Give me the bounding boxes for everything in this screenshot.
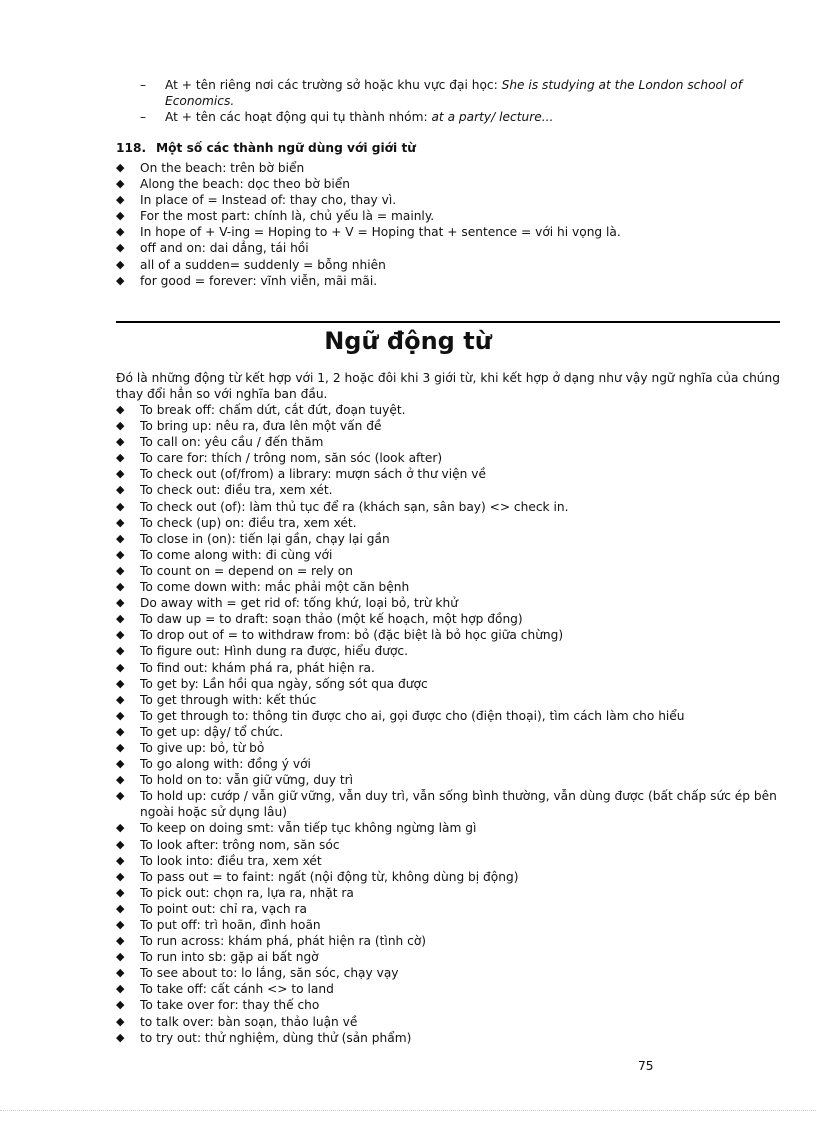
dash-example-cont: Economics. <box>165 94 235 108</box>
phrasal-verb-item-text: To get through with: kết thúc <box>140 692 317 707</box>
phrasal-verb-item <box>116 434 780 450</box>
diamond-bullet-icon: ◆ <box>116 966 125 980</box>
dash-example: She is studying at the London school of <box>501 78 743 92</box>
idiom-item-text: For the most part: chính là, chủ yếu là = mainly. <box>140 209 435 224</box>
phrasal-verb-item-text: To run into sb: gặp ai bất ngờ <box>140 950 319 965</box>
phrasal-verb-item-text: To care for: thích / trông nom, săn sóc (look after) <box>140 451 443 466</box>
diamond-bullet-icon: ◆ <box>116 853 125 867</box>
diamond-bullet-icon: ◆ <box>116 628 125 642</box>
phrasal-verb-item <box>116 740 780 756</box>
phrasal-verb-item-text: To keep on doing smt: vẫn tiếp tục không ngừng làm gì <box>140 821 477 836</box>
phrasal-verb-item <box>116 1030 780 1046</box>
phrasal-verb-item <box>116 933 780 949</box>
section-divider <box>116 321 780 323</box>
phrasal-verb-item-text: To give up: bỏ, từ bỏ <box>140 740 265 755</box>
idiom-item <box>116 224 780 240</box>
diamond-bullet-icon: ◆ <box>116 998 125 1012</box>
phrasal-verb-item <box>116 981 780 997</box>
phrasal-verb-item <box>116 949 780 965</box>
idiom-item <box>116 257 780 273</box>
phrasal-verb-item <box>116 885 780 901</box>
diamond-bullet-icon: ◆ <box>116 161 125 174</box>
phrasal-verb-item-text: To take over for: thay thế cho <box>140 998 320 1013</box>
phrasal-verb-item-text: Do away with = get rid of: tống khứ, loại bỏ, trừ khử <box>140 596 458 611</box>
phrasal-verb-item-text: To hold on to: vẫn giữ vững, duy trì <box>140 773 354 788</box>
diamond-bullet-icon: ◆ <box>116 660 125 674</box>
phrasal-verb-item-text: To break off: chấm dứt, cắt đứt, đoạn tuyệt. <box>140 403 406 417</box>
dash-item <box>140 109 780 125</box>
diamond-bullet-icon: ◆ <box>116 177 125 191</box>
idiom-item-text: In place of = Instead of: thay cho, thay vì. <box>140 193 397 208</box>
dash-item <box>140 77 780 109</box>
phrasal-verb-item-text: to talk over: bàn soạn, thảo luận về <box>140 1014 358 1029</box>
diamond-bullet-icon: ◆ <box>116 740 125 754</box>
diamond-bullet-icon: ◆ <box>116 563 125 577</box>
phrasal-verb-item-text: To close in (on): tiến lại gần, chạy lại gần <box>140 531 390 546</box>
diamond-bullet-icon: ◆ <box>116 209 125 223</box>
phrasal-verb-item <box>116 611 780 627</box>
phrasal-verb-item-text: To take off: cất cánh <> to land <box>140 982 334 997</box>
chapter-title: Ngữ động từ <box>324 327 492 355</box>
section-number: 118. <box>116 141 147 155</box>
idiom-item-text: all of a sudden= suddenly = bỗng nhiên <box>140 257 386 272</box>
section-title: Một số các thành ngữ dùng với giới từ <box>156 141 416 155</box>
phrasal-verb-item-text: To daw up = to draft: soạn thảo (một kế hoạch, một hợp đồng) <box>140 612 523 627</box>
phrasal-verb-item-text: To get up: dậy/ tổ chức. <box>140 724 284 739</box>
diamond-bullet-icon: ◆ <box>116 692 125 706</box>
diamond-bullet-icon: ◆ <box>116 644 125 658</box>
diamond-bullet-icon: ◆ <box>116 789 125 803</box>
diamond-bullet-icon: ◆ <box>116 499 125 513</box>
diamond-bullet-icon: ◆ <box>116 982 125 996</box>
phrasal-verb-item-text: To point out: chỉ ra, vạch ra <box>140 901 307 916</box>
page-footer-rule <box>0 1110 816 1111</box>
diamond-bullet-icon: ◆ <box>116 757 125 771</box>
phrasal-verb-item <box>116 708 780 724</box>
phrasal-verb-item <box>116 595 780 611</box>
idiom-list <box>116 160 780 289</box>
phrasal-verb-item <box>116 499 780 515</box>
diamond-bullet-icon: ◆ <box>116 918 125 931</box>
phrasal-verb-item <box>116 402 780 418</box>
idiom-item <box>116 208 780 224</box>
diamond-bullet-icon: ◆ <box>116 1014 125 1028</box>
diamond-bullet-icon: ◆ <box>116 934 125 948</box>
diamond-bullet-icon: ◆ <box>116 950 125 964</box>
phrasal-verb-item <box>116 563 780 579</box>
phrasal-verb-item-text: To count on = depend on = rely on <box>140 563 353 578</box>
diamond-bullet-icon: ◆ <box>116 708 125 722</box>
diamond-bullet-icon: ◆ <box>116 773 125 787</box>
chapter-intro: Đó là những động từ kết hợp với 1, 2 hoặc đôi khi 3 giới từ, khi kết hợp ở dạng như vậy ngữ nghĩa của chúng thay đổi hẳn so với nghĩa ban đầu. <box>116 371 780 401</box>
phrasal-verb-item-text: To run across: khám phá, phát hiện ra (tình cờ) <box>140 934 427 949</box>
diamond-bullet-icon: ◆ <box>116 869 125 883</box>
phrasal-verb-item-text: To check out: điều tra, xem xét. <box>140 483 333 498</box>
diamond-bullet-icon: ◆ <box>116 225 125 239</box>
diamond-bullet-icon: ◆ <box>116 724 125 738</box>
phrasal-verb-item-text: To bring up: nêu ra, đưa lên một vấn đề <box>140 419 382 434</box>
idiom-item <box>116 240 780 256</box>
phrasal-verb-item-text: To check (up) on: điều tra, xem xét. <box>140 515 357 530</box>
diamond-bullet-icon: ◆ <box>116 403 125 416</box>
phrasal-verb-item <box>116 466 780 482</box>
phrasal-verb-item-text: To find out: khám phá ra, phát hiện ra. <box>140 660 375 675</box>
idiom-item <box>116 176 780 192</box>
dash-marker: – <box>140 110 147 124</box>
phrasal-verb-item <box>116 772 780 788</box>
diamond-bullet-icon: ◆ <box>116 837 125 851</box>
phrasal-verb-item <box>116 965 780 981</box>
diamond-bullet-icon: ◆ <box>116 515 125 529</box>
phrasal-verb-item-text: To get by: Lần hồi qua ngày, sống sót qua được <box>140 676 428 691</box>
phrasal-verb-item-text: To check out (of): làm thủ tục để ra (khách sạn, sân bay) <> check in. <box>140 499 569 514</box>
section-heading <box>116 140 416 156</box>
phrasal-verb-list <box>116 402 780 1046</box>
diamond-bullet-icon: ◆ <box>116 531 125 545</box>
phrasal-verb-item <box>116 901 780 917</box>
phrasal-verb-item <box>116 869 780 885</box>
phrasal-verb-item <box>116 917 780 933</box>
dash-marker: – <box>140 78 147 92</box>
diamond-bullet-icon: ◆ <box>116 273 125 287</box>
phrasal-verb-item <box>116 660 780 676</box>
diamond-bullet-icon: ◆ <box>116 193 125 207</box>
phrasal-verb-item-text: To come down with: mắc phải một căn bệnh <box>140 580 410 595</box>
dash-text: At + tên các hoạt động qui tụ thành nhóm: <box>165 110 432 124</box>
phrasal-verb-item-text: To see about to: lo lắng, săn sóc, chạy vạy <box>140 966 399 981</box>
phrasal-verb-item <box>116 450 780 466</box>
phrasal-verb-item-text: To call on: yêu cầu / đến thăm <box>140 435 324 450</box>
phrasal-verb-item <box>116 579 780 595</box>
phrasal-verb-item-text: To put off: trì hoãn, đình hoãn <box>140 918 321 932</box>
diamond-bullet-icon: ◆ <box>116 901 125 915</box>
phrasal-verb-item <box>116 692 780 708</box>
dash-text: At + tên riêng nơi các trường sở hoặc khu vực đại học: <box>165 78 502 92</box>
diamond-bullet-icon: ◆ <box>116 676 125 690</box>
phrasal-verb-item-text: To go along with: đồng ý với <box>140 757 311 772</box>
phrasal-verb-item <box>116 531 780 547</box>
phrasal-verb-item-text: To pick out: chọn ra, lựa ra, nhặt ra <box>140 885 354 900</box>
diamond-bullet-icon: ◆ <box>116 483 125 497</box>
phrasal-verb-item <box>116 997 780 1013</box>
phrasal-verb-item-text: To look after: trông nom, săn sóc <box>140 837 340 852</box>
phrasal-verb-item-text: To come along with: đi cùng với <box>140 547 333 562</box>
idiom-item-text: Along the beach: dọc theo bờ biển <box>140 177 351 192</box>
phrasal-verb-item <box>116 627 780 643</box>
diamond-bullet-icon: ◆ <box>116 612 125 626</box>
diamond-bullet-icon: ◆ <box>116 821 125 835</box>
phrasal-verb-item <box>116 724 780 740</box>
diamond-bullet-icon: ◆ <box>116 241 125 255</box>
phrasal-verb-item <box>116 837 780 853</box>
idiom-item-text: On the beach: trên bờ biển <box>140 161 305 175</box>
diamond-bullet-icon: ◆ <box>116 547 125 561</box>
diamond-bullet-icon: ◆ <box>116 1030 125 1044</box>
phrasal-verb-item <box>116 547 780 563</box>
idiom-item-text: for good = forever: vĩnh viễn, mãi mãi. <box>140 273 378 288</box>
idiom-item-text: In hope of + V-ing = Hoping to + V = Hoping that + sentence = với hi vọng là. <box>140 225 621 240</box>
phrasal-verb-item-text: To drop out of = to withdraw from: bỏ (đặc biệt là bỏ học giữa chừng) <box>140 628 564 643</box>
phrasal-verb-item-text: To pass out = to faint: ngất (nội động từ, không dùng bị động) <box>140 869 519 884</box>
phrasal-verb-item <box>116 482 780 498</box>
diamond-bullet-icon: ◆ <box>116 885 125 899</box>
phrasal-verb-item <box>116 418 780 434</box>
page-number: 75 <box>638 1059 654 1073</box>
dash-example: at a party/ lecture... <box>431 110 554 124</box>
phrasal-verb-item <box>116 853 780 869</box>
diamond-bullet-icon: ◆ <box>116 580 125 594</box>
diamond-bullet-icon: ◆ <box>116 467 125 481</box>
diamond-bullet-icon: ◆ <box>116 596 125 610</box>
phrasal-verb-item <box>116 756 780 772</box>
dash-list <box>140 77 780 125</box>
diamond-bullet-icon: ◆ <box>116 419 125 433</box>
phrasal-verb-item-text: to try out: thử nghiệm, dùng thử (sản phẩm) <box>140 1030 412 1045</box>
phrasal-verb-item-text: To check out (of/from) a library: mượn sách ở thư viện về <box>140 467 486 482</box>
phrasal-verb-item-text: To get through to: thông tin được cho ai, gọi được cho (điện thoại), tìm cách làm cho hiểu <box>140 708 685 723</box>
phrasal-verb-item <box>116 643 780 659</box>
idiom-item <box>116 273 780 289</box>
idiom-item <box>116 192 780 208</box>
diamond-bullet-icon: ◆ <box>116 257 125 271</box>
phrasal-verb-item-text: To figure out: Hình dung ra được, hiểu được. <box>140 644 408 659</box>
phrasal-verb-item <box>116 515 780 531</box>
phrasal-verb-item <box>116 1014 780 1030</box>
diamond-bullet-icon: ◆ <box>116 435 125 449</box>
diamond-bullet-icon: ◆ <box>116 451 125 465</box>
phrasal-verb-item-text: To hold up: cướp / vẫn giữ vững, vẫn duy trì, vẫn sống bình thường, vẫn dùng được (bất chấp sức ép bên ngoài hoặc sử dụng lâu) <box>140 789 777 820</box>
phrasal-verb-item <box>116 788 780 820</box>
phrasal-verb-item <box>116 676 780 692</box>
phrasal-verb-item-text: To look into: điều tra, xem xét <box>140 853 322 868</box>
phrasal-verb-item <box>116 820 780 836</box>
idiom-item <box>116 160 780 176</box>
idiom-item-text: off and on: dai dẳng, tái hồi <box>140 241 309 256</box>
